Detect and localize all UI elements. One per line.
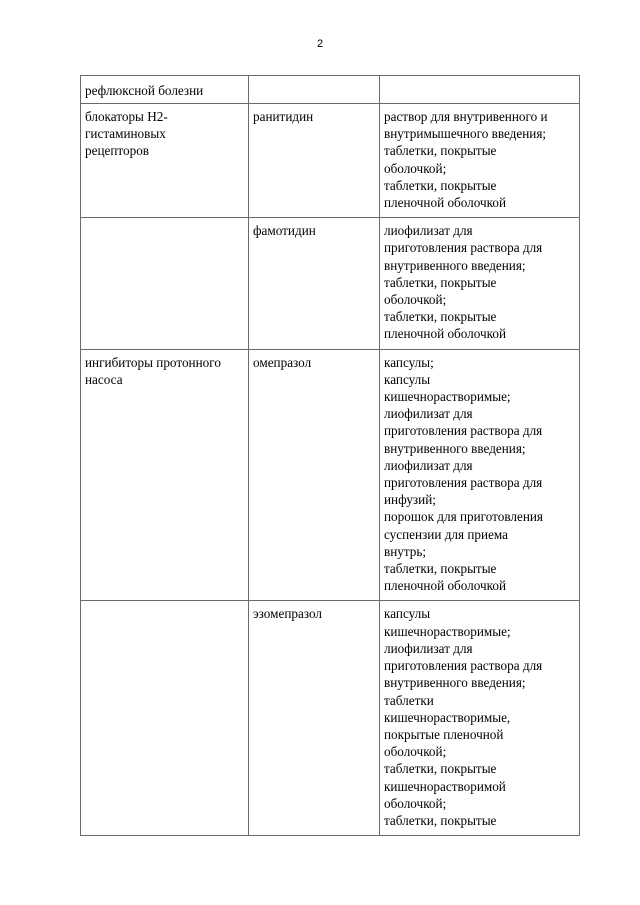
table-row xyxy=(81,104,580,218)
page-number: 2 xyxy=(316,38,324,50)
table-row xyxy=(81,76,580,104)
dosage-forms-cell: капсулы; капсулы кишечнорастворимые; лиофилизат для приготовления раствора для внутривенного введения; лиофилизат для приготовления раствора для инфузий; порошок для приготовления суспензии для приема внутрь; таблетки, покрытые пленочной оболочкой xyxy=(380,349,580,601)
group-cell: рефлюксной болезни xyxy=(81,76,249,104)
group-cell xyxy=(81,601,249,836)
drug-name-cell: ранитидин xyxy=(249,104,380,218)
drug-name-cell xyxy=(249,76,380,104)
dosage-forms-cell: капсулы кишечнорастворимые; лиофилизат для приготовления раствора для внутривенного введения; таблетки кишечнорастворимые, покрытые пленочной оболочкой; таблетки, покрытые кишечнорастворимой оболочкой; таблетки, покрытые xyxy=(380,601,580,836)
group-cell: блокаторы Н2- гистаминовых рецепторов xyxy=(81,104,249,218)
table-row xyxy=(81,601,580,836)
table-row xyxy=(81,349,580,601)
group-cell xyxy=(81,218,249,349)
table-row xyxy=(81,218,580,349)
dosage-forms-cell xyxy=(380,76,580,104)
group-cell: ингибиторы протонного насоса xyxy=(81,349,249,601)
drug-name-cell: фамотидин xyxy=(249,218,380,349)
dosage-forms-cell: лиофилизат для приготовления раствора для внутривенного введения; таблетки, покрытые оболочкой; таблетки, покрытые пленочной оболочкой xyxy=(380,218,580,349)
drug-name-cell: эзомепразол xyxy=(249,601,380,836)
drug-classification-table xyxy=(80,75,580,836)
drug-name-cell: омепразол xyxy=(249,349,380,601)
dosage-forms-cell: раствор для внутривенного и внутримышечного введения; таблетки, покрытые оболочкой; таблетки, покрытые пленочной оболочкой xyxy=(380,104,580,218)
